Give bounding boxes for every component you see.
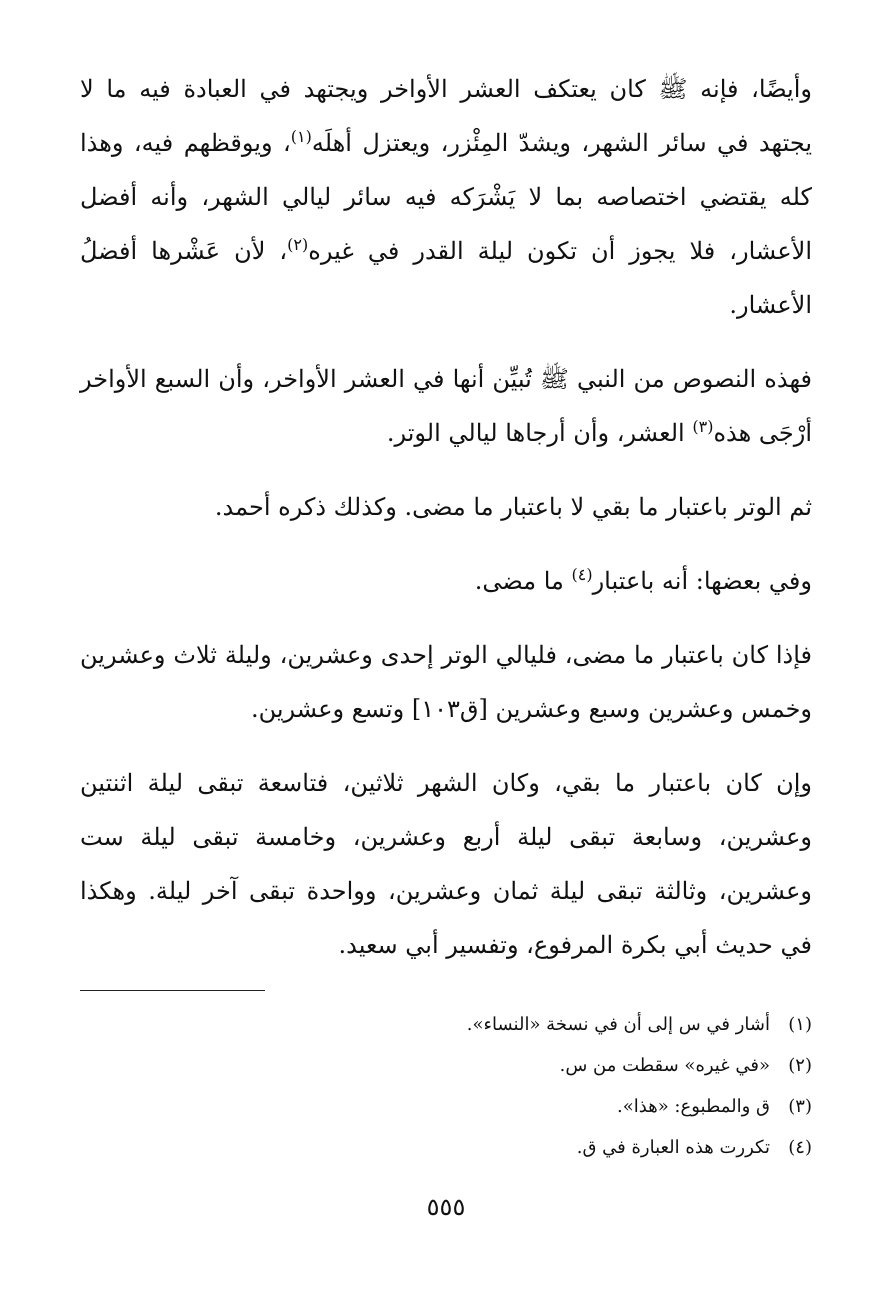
paragraph [80, 480, 812, 534]
footnote [80, 1045, 812, 1086]
footnote [80, 1004, 812, 1045]
footnote-reference: (٣) [692, 417, 714, 436]
footnote-number: (١) [788, 1014, 812, 1035]
paragraph-text: ، لأن عَشْرها أفضلُ الأعشار. [80, 237, 812, 319]
book-page [80, 0, 812, 1290]
paragraph-text: وفي بعضها: أنه باعتبار [592, 567, 812, 595]
footnote [80, 1127, 812, 1168]
paragraph-text: وإن كان باعتبار ما بقي، وكان الشهر ثلاثين، فتاسعة تبقى ليلة اثنتين وعشرين، وسابعة تبقى ليلة أربع وعشرين، وخامسة تبقى ليلة ست وعشرين، وثالثة تبقى ليلة ثمان وعشرين، وواحدة تبقى آخر ليلة. وهكذا في حديث أبي بكرة المرفوع، وتفسير أبي سعيد. [80, 769, 812, 959]
paragraph-text: وأيضًا، فإنه ﷺ كان يعتكف العشر الأواخر ويجتهد في العبادة فيه ما لا يجتهد في سائر الشهر، ويشدّ المِئْزر، ويعتزل أهلَه [80, 75, 812, 157]
footnote-number: (٣) [788, 1096, 812, 1117]
paragraph-text: ، ويوقظهم فيه، وهذا كله يقتضي اختصاصه بما لا يَشْرَكه فيه سائر ليالي الشهر، وأنه أفضل الأعشار، فلا يجوز أن تكون ليلة القدر في غيره [80, 129, 813, 265]
footnote-reference: (٤) [571, 565, 593, 584]
paragraph-text: العشر، وأن أرجاها ليالي الوتر. [386, 419, 693, 447]
paragraph [80, 756, 812, 972]
paragraph-text: فإذا كان باعتبار ما مضى، فليالي الوتر إحدى وعشرين، وليلة ثلاث وعشرين وخمس وعشرين وسبع وعشرين [ق١٠٣] وتسع وعشرين. [80, 641, 812, 723]
paragraph [80, 352, 812, 460]
footnote-number: (٤) [788, 1137, 812, 1158]
paragraph [80, 628, 812, 736]
footnote-text: تكررت هذه العبارة في ق. [576, 1137, 770, 1158]
paragraph-text: فهذه النصوص من النبي ﷺ تُبيِّن أنها في العشر الأواخر، وأن السبع الأواخر أرْجَى هذه [80, 365, 812, 447]
paragraph-text: ما مضى. [474, 567, 572, 595]
footnote-text: ق والمطبوع: «هذا». [617, 1096, 770, 1117]
footnote-divider [80, 990, 265, 991]
paragraph-text: ثم الوتر باعتبار ما بقي لا باعتبار ما مضى. وكذلك ذكره أحمد. [214, 493, 812, 521]
page-number: ٥٥٥ [426, 1193, 466, 1221]
footnote-number: (٢) [788, 1055, 812, 1076]
footnote [80, 1086, 812, 1127]
footnotes-list [80, 1004, 812, 1168]
paragraph [80, 62, 812, 332]
main-text [80, 62, 812, 992]
paragraph [80, 554, 812, 608]
footnote-reference: (٢) [287, 235, 309, 254]
footnote-reference: (١) [290, 127, 312, 146]
footnote-text: «في غيره» سقطت من س. [559, 1055, 770, 1076]
footnote-text: أشار في س إلى أن في نسخة «النساء». [466, 1014, 770, 1035]
